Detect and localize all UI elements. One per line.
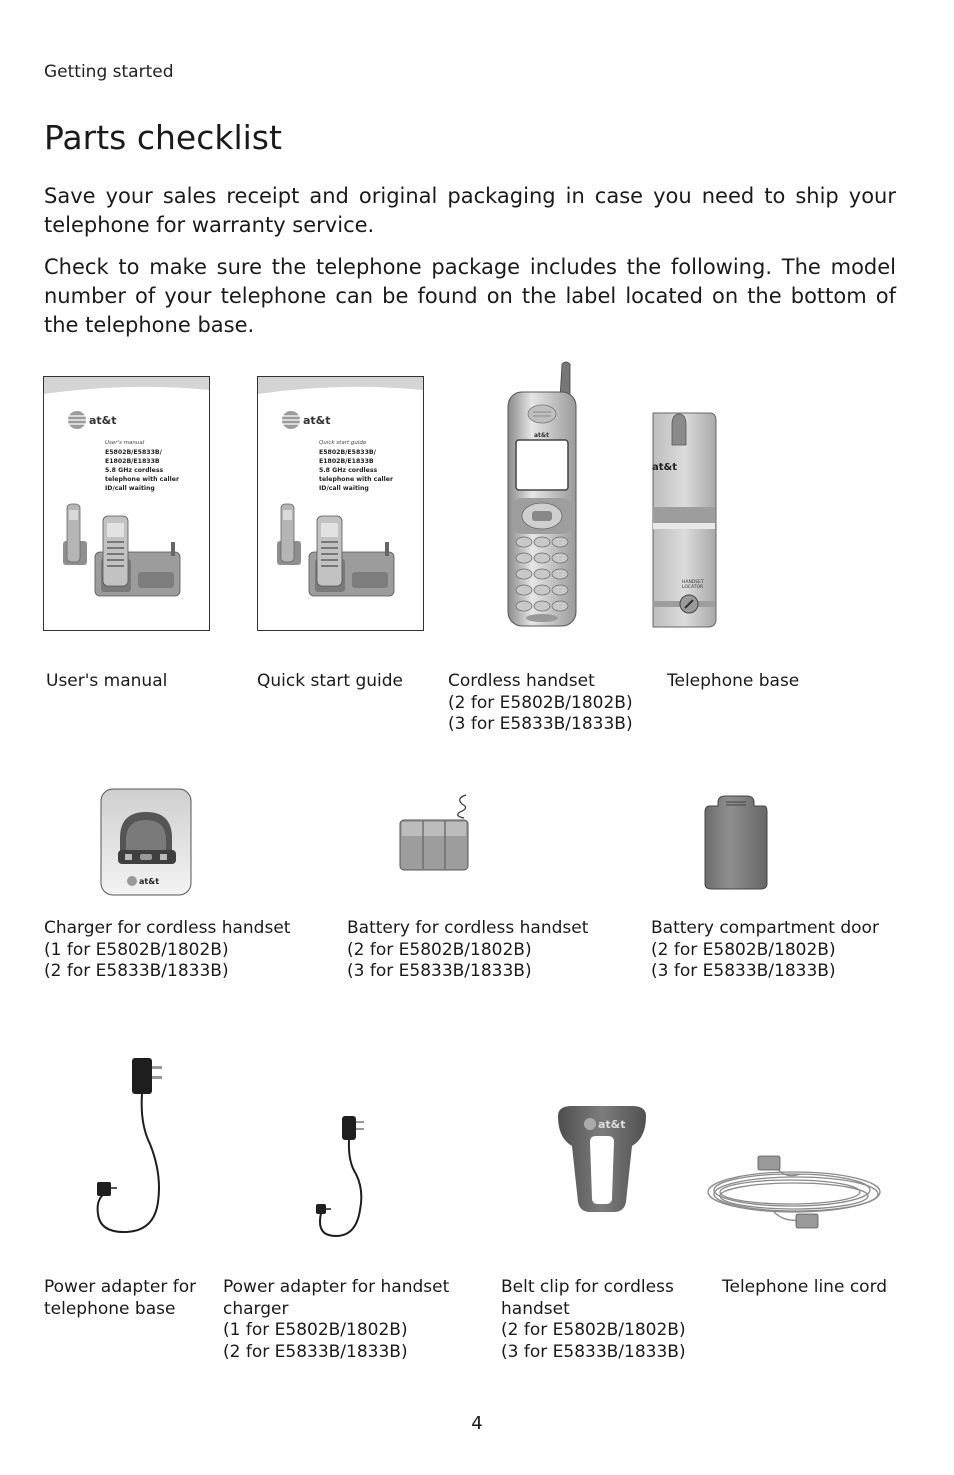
intro-paragraph-2: Check to make sure the telephone package includes the following. The model number of your telephone can be found on the label located on the bottom of the telephone base. — [44, 255, 896, 337]
booklet-line: E5802B/E5833B/ — [105, 449, 162, 456]
booklet-line: E1802B/E1833B — [105, 458, 160, 465]
item-caption-belt-clip: Belt clip for cordless handset (2 for E5802B/1802B) (3 for E5833B/1833B) — [501, 1277, 686, 1362]
belt-clip-image — [556, 1102, 648, 1214]
charger-logo: at&t — [139, 877, 160, 886]
booklet-line: telephone with caller — [319, 476, 393, 483]
item-caption-battery: Battery for cordless handset (2 for E5802B/1802B) (3 for E5833B/1833B) — [347, 918, 589, 981]
telephone-base-image — [652, 411, 718, 628]
booklet-line: 5.8 GHz cordless — [105, 467, 164, 474]
section-header: Getting started — [44, 62, 174, 82]
item-caption-battery-door: Battery compartment door (2 for E5802B/1802B) (3 for E5833B/1833B) — [651, 918, 879, 981]
locator-label: HANDSET LOCATOR — [682, 580, 704, 590]
booklet-line: ID/call waiting — [319, 485, 369, 492]
item-caption-base-adapter: Power adapter for telephone base — [44, 1277, 197, 1319]
cordless-handset-image — [504, 360, 580, 630]
base-logo: at&t — [652, 462, 678, 473]
line-cord-image — [704, 1150, 888, 1232]
clip-logo: at&t — [598, 1118, 626, 1131]
charger-image — [100, 788, 192, 896]
booklet-line: E5802B/E5833B/ — [319, 449, 376, 456]
booklet-logo: at&t — [89, 414, 117, 427]
intro-paragraph-1: Save your sales receipt and original packaging in case you need to ship your telephone for warranty service. — [44, 184, 896, 237]
item-caption-line-cord: Telephone line cord — [722, 1277, 888, 1297]
item-caption-charger-adapter: Power adapter for handset charger (1 for E5802B/1802B) (2 for E5833B/1833B) — [223, 1277, 450, 1362]
users-manual-image — [43, 376, 210, 631]
item-caption-quick-start-guide: Quick start guide — [257, 671, 404, 691]
booklet-line: E1802B/E1833B — [319, 458, 374, 465]
battery-door-image — [704, 794, 768, 890]
booklet-line: 5.8 GHz cordless — [319, 467, 378, 474]
page-title: Parts checklist — [44, 118, 282, 157]
booklet-type: Quick start guide — [319, 440, 367, 446]
booklet-logo: at&t — [303, 414, 331, 427]
booklet-line: ID/call waiting — [105, 485, 155, 492]
quick-start-guide-image — [257, 376, 424, 631]
base-adapter-image — [94, 1054, 166, 1236]
booklet-type: User's manual — [105, 440, 145, 446]
page-number: 4 — [471, 1413, 483, 1434]
booklet-line: telephone with caller — [105, 476, 179, 483]
item-caption-telephone-base: Telephone base — [667, 671, 800, 691]
battery-image — [398, 794, 472, 872]
item-caption-cordless-handset: Cordless handset (2 for E5802B/1802B) (3 for E5833B/1833B) — [448, 671, 633, 734]
item-caption-charger: Charger for cordless handset (1 for E5802B/1802B) (2 for E5833B/1833B) — [44, 918, 291, 981]
charger-adapter-image — [312, 1112, 370, 1240]
item-caption-users-manual: User's manual — [46, 671, 168, 691]
handset-logo: at&t — [534, 432, 550, 439]
